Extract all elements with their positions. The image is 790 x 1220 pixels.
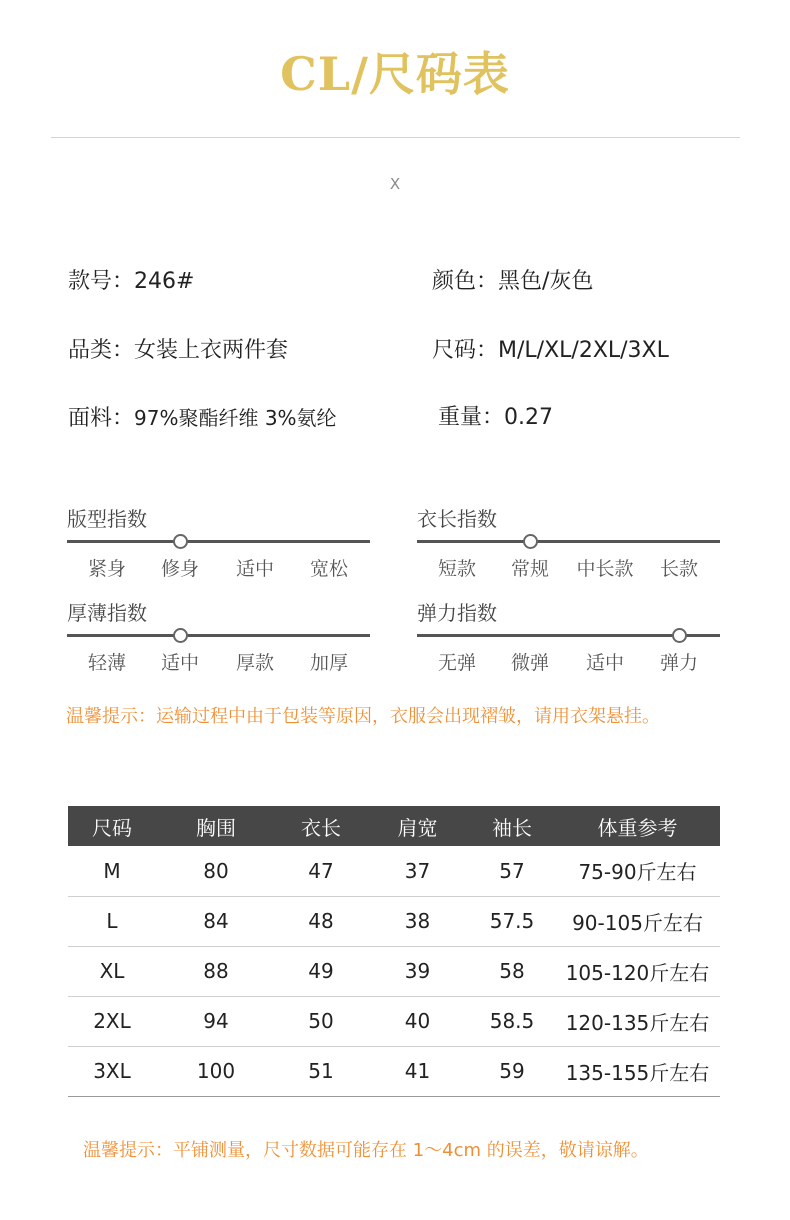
index-thickness-option: 厚款 (235, 652, 274, 674)
divider-mark: X (389, 175, 401, 193)
index-length-track (417, 540, 720, 543)
size-table (68, 806, 720, 1097)
title-divider (51, 137, 740, 138)
table-row (68, 846, 720, 896)
table-header-cell: 肩宽 (366, 806, 469, 846)
table-cell: L (68, 896, 156, 946)
info-weight-label: 重量： (438, 405, 505, 430)
table-cell: 135-155斤左右 (555, 1046, 720, 1096)
index-fit-option: 宽松 (309, 558, 348, 580)
index-fit-track (67, 540, 370, 543)
table-cell: 105-120斤左右 (555, 946, 720, 996)
table-cell: 40 (366, 996, 469, 1046)
table-header-cell: 袖长 (469, 806, 555, 846)
table-row (68, 996, 720, 1046)
index-length-option: 长款 (659, 558, 698, 580)
table-cell: 49 (276, 946, 366, 996)
index-thickness-track (67, 634, 370, 637)
index-length-option: 中长款 (576, 558, 634, 580)
table-cell: 57 (469, 846, 555, 896)
table-cell: 94 (156, 996, 276, 1046)
info-style-no (68, 267, 194, 297)
info-weight (438, 403, 553, 433)
index-thickness-option: 适中 (160, 652, 199, 674)
index-length-option: 常规 (510, 558, 549, 580)
table-cell: 75-90斤左右 (555, 846, 720, 896)
table-cell: 37 (366, 846, 469, 896)
index-elasticity-knob (672, 628, 687, 643)
table-header-cell: 胸围 (156, 806, 276, 846)
table-cell: 59 (469, 1046, 555, 1096)
index-fit-title: 版型指数 (67, 507, 147, 531)
table-header-cell: 体重参考 (555, 806, 720, 846)
info-category-label: 品类： (68, 338, 135, 363)
table-cell: 57.5 (469, 896, 555, 946)
table-cell: 100 (156, 1046, 276, 1096)
shipping-tip: 温馨提示：运输过程中由于包装等原因，衣服会出现褶皱，请用衣架悬挂。 (66, 706, 660, 727)
table-cell: 2XL (68, 996, 156, 1046)
index-thickness-knob (173, 628, 188, 643)
info-weight-value: 0.27 (504, 405, 553, 430)
table-header-cell: 衣长 (276, 806, 366, 846)
table-cell: 3XL (68, 1046, 156, 1096)
index-length-knob (523, 534, 538, 549)
index-fit-knob (173, 534, 188, 549)
index-elasticity-title: 弹力指数 (417, 601, 497, 625)
table-header-cell: 尺码 (68, 806, 156, 846)
info-color (432, 267, 593, 297)
index-length-title: 衣长指数 (417, 507, 497, 531)
index-fit-option: 修身 (160, 558, 199, 580)
info-category (68, 336, 288, 366)
info-fabric (68, 403, 337, 434)
info-fabric-label: 面料： (68, 406, 135, 431)
info-style-no-label: 款号： (68, 269, 135, 294)
table-cell: 80 (156, 846, 276, 896)
table-cell: XL (68, 946, 156, 996)
page-title: CL/尺码表 (280, 47, 510, 101)
table-cell: 84 (156, 896, 276, 946)
info-size-label: 尺码： (432, 338, 499, 363)
info-size (432, 336, 669, 366)
table-cell: M (68, 846, 156, 896)
table-cell: 88 (156, 946, 276, 996)
index-fit-option: 紧身 (87, 558, 126, 580)
table-cell: 51 (276, 1046, 366, 1096)
table-cell: 38 (366, 896, 469, 946)
info-category-value: 女装上衣两件套 (134, 338, 289, 363)
measure-tip: 温馨提示：平铺测量，尺寸数据可能存在 1～4cm 的误差，敬请谅解。 (83, 1140, 649, 1161)
index-fit-option: 适中 (235, 558, 274, 580)
info-size-value: M/L/XL/2XL/3XL (498, 338, 669, 363)
index-length-option: 短款 (437, 558, 476, 580)
table-cell: 39 (366, 946, 469, 996)
index-thickness-option: 轻薄 (87, 652, 126, 674)
info-style-no-value: 246# (134, 269, 195, 294)
table-cell: 48 (276, 896, 366, 946)
index-elasticity-option: 适中 (585, 652, 624, 674)
index-thickness-title: 厚薄指数 (67, 601, 147, 625)
info-color-label: 颜色： (432, 269, 499, 294)
table-cell: 90-105斤左右 (555, 896, 720, 946)
table-row (68, 896, 720, 946)
index-thickness-option: 加厚 (309, 652, 348, 674)
info-fabric-value: 97%聚酯纤维 3%氨纶 (134, 406, 337, 430)
table-header-row (68, 806, 720, 846)
table-row (68, 946, 720, 996)
table-cell: 58 (469, 946, 555, 996)
info-color-value: 黑色/灰色 (498, 269, 594, 294)
table-row (68, 1046, 720, 1096)
index-elasticity-option: 无弹 (437, 652, 476, 674)
table-cell: 120-135斤左右 (555, 996, 720, 1046)
index-elasticity-option: 微弹 (510, 652, 549, 674)
table-cell: 50 (276, 996, 366, 1046)
table-cell: 47 (276, 846, 366, 896)
table-cell: 41 (366, 1046, 469, 1096)
index-elasticity-option: 弹力 (659, 652, 698, 674)
table-cell: 58.5 (469, 996, 555, 1046)
